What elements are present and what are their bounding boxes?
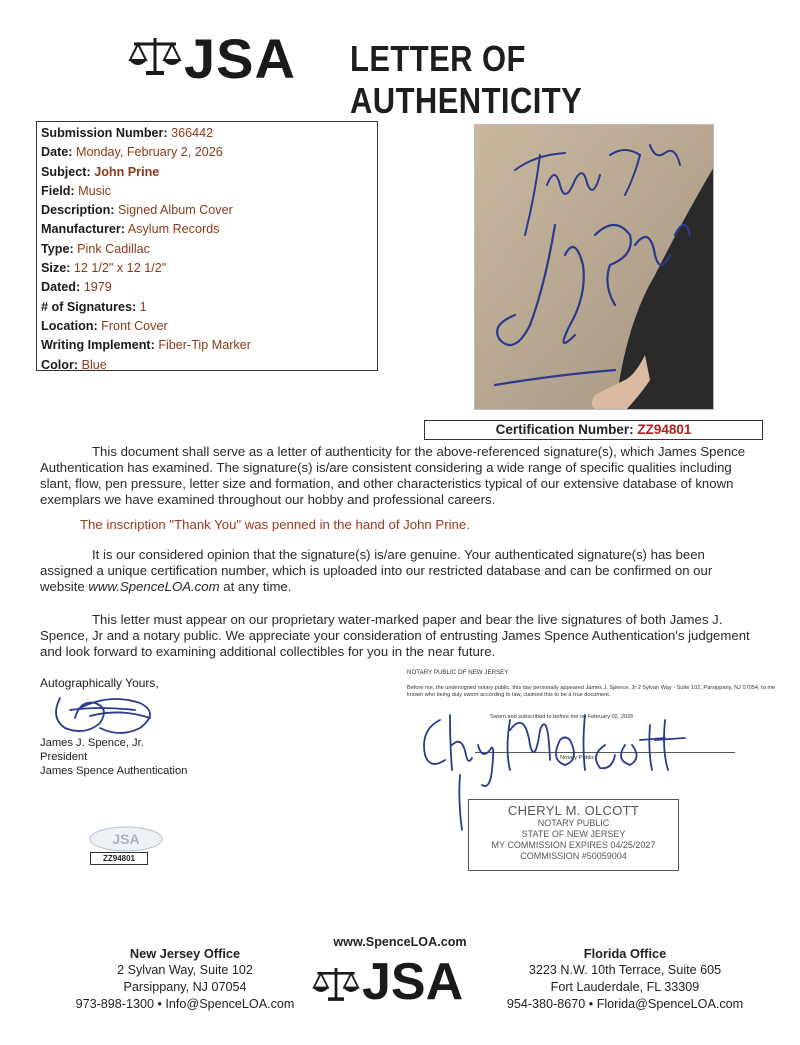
opinion-text: It is our considered opinion that the signature(s) is/are genuine. Your authenticated signature(s) has been assigned a unique certification number, which is uploaded into our restricted database and can be confirmed on our website	[40, 547, 713, 594]
closing-text: Autographically Yours,	[40, 676, 159, 690]
page-title: LETTER OF AUTHENTICITY	[350, 38, 583, 121]
info-value: Monday, February 2, 2026	[76, 145, 223, 160]
info-label: # of Signatures:	[41, 299, 137, 314]
info-value: 1979	[83, 280, 112, 295]
signer-details	[40, 736, 187, 778]
nj-address-line: Parsippany, NJ 07054	[123, 980, 247, 994]
info-row	[41, 163, 373, 182]
info-value: Blue	[81, 357, 107, 372]
hologram-number: ZZ94801	[90, 852, 148, 865]
info-label: Size:	[41, 261, 71, 276]
info-value: Fiber-Tip Marker	[158, 338, 251, 353]
info-label: Date:	[41, 145, 73, 160]
nj-phone[interactable]: 973-898-1300	[75, 997, 154, 1011]
opinion-text-end: at any time.	[219, 579, 292, 594]
footer-website-link[interactable]: www.SpenceLOA.com	[333, 935, 467, 949]
notary-name: CHERYL M. OLCOTT	[507, 803, 640, 818]
jsa-logo	[128, 27, 333, 90]
fl-address-line: 3223 N.W. 10th Terrace, Suite 605	[528, 963, 722, 977]
signer-name: James J. Spence, Jr.	[40, 737, 144, 749]
info-value: Pink Cadillac	[77, 241, 150, 256]
svg-text:JSA: JSA	[112, 831, 140, 847]
info-row	[41, 336, 373, 355]
info-row	[41, 201, 373, 220]
info-label: Dated:	[41, 280, 81, 295]
fl-office-title: Florida Office	[583, 946, 667, 961]
info-value: 12 1/2" x 12 1/2"	[73, 261, 167, 276]
info-label: Field:	[41, 183, 75, 198]
info-value: 1	[139, 299, 147, 314]
signer-company: James Spence Authentication	[40, 765, 188, 777]
certification-number-box	[424, 420, 763, 440]
info-label: Location:	[41, 318, 98, 333]
info-rows	[41, 124, 373, 375]
info-value: Front Cover	[101, 318, 168, 333]
bullet: •	[588, 997, 594, 1011]
fl-address-line: Fort Lauderdale, FL 33309	[550, 980, 700, 994]
info-row	[41, 259, 373, 278]
fl-contact	[480, 996, 770, 1013]
signer-role: President	[40, 751, 88, 763]
info-row	[41, 124, 373, 143]
scales-of-justice-icon	[312, 966, 360, 1002]
info-row	[41, 298, 373, 317]
info-row	[41, 182, 373, 201]
footer-jsa-logo	[312, 953, 492, 1011]
info-value: Signed Album Cover	[117, 203, 233, 218]
watermark-paragraph: This letter must appear on our proprietary water-marked paper and bear the live signatures of both James J. Spence, Jr and a notary public. We appreciate your consideration of entrusting James Spence Authentication's judgement and look forward to examining additional collectibles for you in the near future.	[40, 612, 750, 659]
website-link[interactable]: www.SpenceLOA.com	[88, 579, 220, 594]
info-row	[41, 240, 373, 259]
album-cover-image	[475, 125, 714, 410]
nj-contact	[40, 996, 330, 1013]
footer-logo-text: JSA	[362, 953, 464, 1011]
opinion-paragraph	[40, 547, 760, 595]
notary-sworn-date: Sworn and subscribed to before me on February 02, 2026	[490, 714, 634, 720]
fl-office	[480, 945, 770, 1013]
logo-text: JSA	[184, 27, 296, 90]
info-label: Type:	[41, 241, 74, 256]
nj-email[interactable]: Info@SpenceLOA.com	[165, 997, 295, 1011]
submission-details-box	[36, 121, 378, 371]
nj-office-title: New Jersey Office	[129, 946, 241, 961]
signed-album-photo	[474, 124, 714, 410]
info-value: Music	[78, 183, 111, 198]
notary-statement: Before me, the undersigned notary public, this day personally appeared James J. Spence, Jr 2 Sylvan Way - Suite 102, Parsippany, NJ 07054, to me known who being duly sworn according to law, claimed this to be a true document.	[407, 685, 776, 698]
info-value: 366442	[171, 126, 214, 140]
notary-stamp	[468, 799, 679, 871]
notary-public-label: Notary Public	[560, 755, 595, 761]
nj-office	[40, 945, 330, 1013]
info-label: Manufacturer:	[41, 222, 125, 237]
stamp-line: MY COMMISSION EXPIRES 04/25/2027	[491, 840, 656, 850]
authenticity-paragraph: This document shall serve as a letter of authenticity for the above-referenced signature(s), which James Spence Authentication has examined. The signature(s) is/are consistent considering a wide range of specific qualities including slant, flow, pen pressure, letter size and formation, and other characteristics typical of our extensive database of known exemplars we have examined throughout our hobby and professional careers.	[40, 444, 746, 507]
fl-email[interactable]: Florida@SpenceLOA.com	[596, 997, 744, 1011]
fl-phone[interactable]: 954-380-8670	[506, 997, 586, 1011]
info-value: Asylum Records	[127, 222, 220, 237]
scales-of-justice-icon	[128, 36, 182, 76]
info-row	[41, 356, 373, 375]
info-value: John Prine	[94, 164, 160, 179]
cert-number: ZZ94801	[637, 422, 692, 437]
info-row	[41, 143, 373, 162]
info-row	[41, 220, 373, 239]
cert-label: Certification Number:	[495, 422, 634, 437]
inscription-note: The inscription "Thank You" was penned in the hand of John Prine.	[80, 517, 470, 532]
info-label: Description:	[41, 203, 115, 218]
info-label: Submission Number:	[41, 126, 168, 140]
bullet: •	[157, 997, 162, 1011]
stamp-line: NOTARY PUBLIC	[537, 818, 610, 828]
info-row	[41, 278, 373, 297]
info-label: Subject:	[41, 164, 91, 179]
info-label: Writing Implement:	[41, 338, 155, 353]
james-spence-signature	[40, 688, 170, 738]
stamp-line: COMMISSION #50059004	[520, 851, 627, 861]
info-label: Color:	[41, 357, 79, 372]
notary-heading: NOTARY PUBLIC OF NEW JERSEY	[407, 669, 509, 676]
stamp-line: STATE OF NEW JERSEY	[521, 829, 626, 839]
info-row	[41, 317, 373, 336]
nj-address-line: 2 Sylvan Way, Suite 102	[117, 963, 253, 977]
